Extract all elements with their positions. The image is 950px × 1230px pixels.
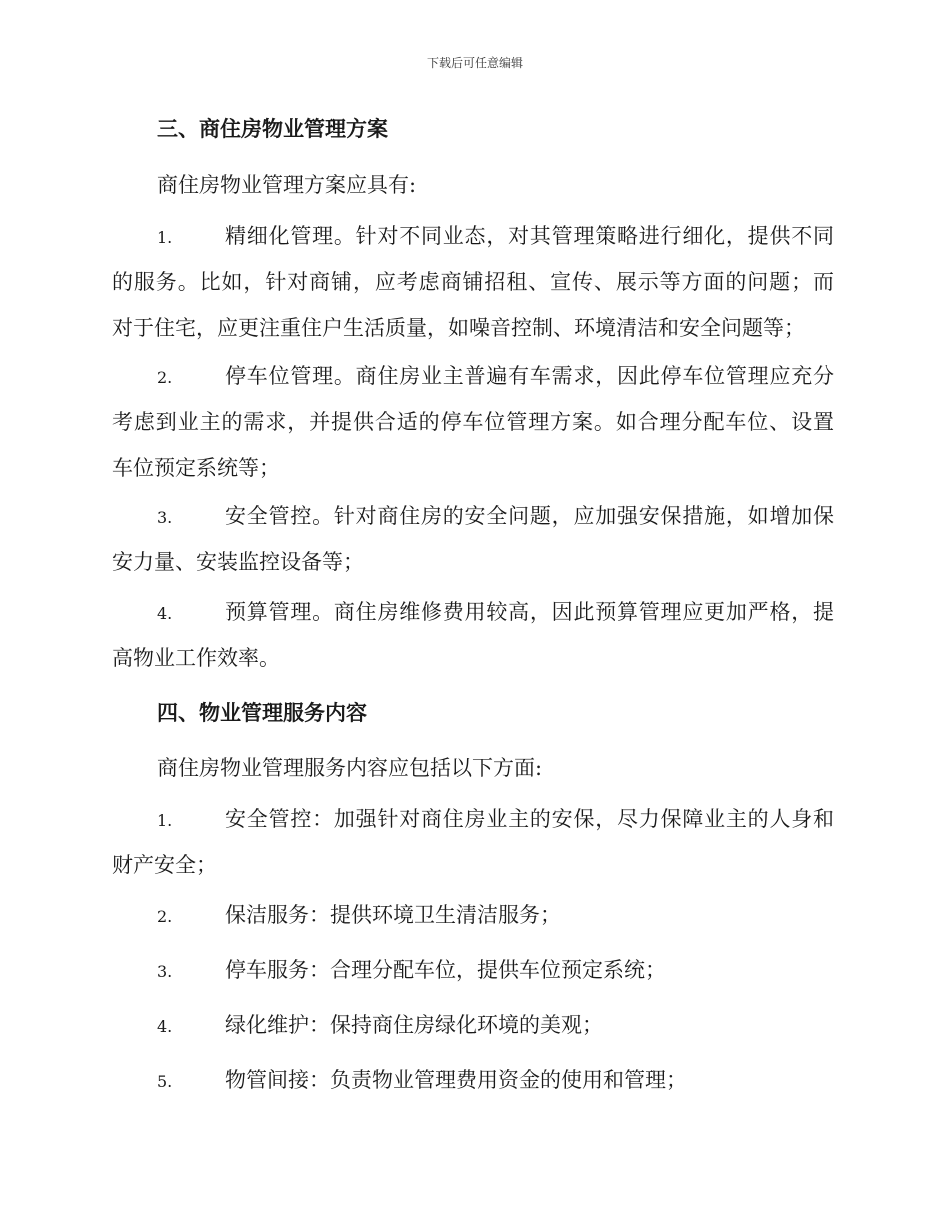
item-text: 精细化管理。针对不同业态，对其管理策略进行细化，提供不同 [225, 224, 834, 248]
item-number: 3. [157, 508, 173, 527]
section-4-item-4 [112, 1010, 834, 1056]
item-text: 安全管控：加强针对商住房业主的安保，尽力保障业主的人身和 [225, 807, 834, 831]
section-3-heading: 三、商住房物业管理方案 [157, 116, 388, 141]
item-text: 对于住宅，应更注重住户生活质量，如噪音控制、环境清洁和安全问题等； [112, 316, 805, 340]
section-3-item-4 [112, 597, 834, 689]
item-text: 停车服务：合理分配车位，提供车位预定系统； [225, 958, 666, 982]
item-text: 考虑到业主的需求，并提供合适的停车位管理方案。如合理分配车位、设置 [112, 410, 834, 434]
item-number: 4. [157, 1017, 173, 1036]
section-3-item-2 [112, 361, 834, 499]
item-number: 1. [157, 811, 173, 830]
section-4-intro: 商住房物业管理服务内容应包括以下方面: [157, 756, 543, 780]
section-4-item-3 [112, 955, 834, 1001]
item-number: 3. [157, 962, 173, 981]
item-text: 绿化维护：保持商住房绿化环境的美观； [225, 1013, 603, 1037]
item-text: 车位预定系统等； [112, 456, 280, 480]
section-4-item-2 [112, 900, 834, 946]
section-3-item-1 [112, 221, 834, 359]
item-text: 保洁服务：提供环境卫生清洁服务； [225, 903, 561, 927]
item-text: 的服务。比如，针对商铺，应考虑商铺招租、宣传、展示等方面的问题；而 [112, 270, 834, 294]
section-3-item-3 [112, 501, 834, 593]
section-4-item-1 [112, 804, 834, 896]
section-3-intro: 商住房物业管理方案应具有: [157, 173, 417, 197]
item-text: 安力量、安装监控设备等； [112, 550, 364, 574]
item-number: 1. [157, 228, 173, 247]
section-4-heading: 四、物业管理服务内容 [157, 700, 367, 725]
item-number: 5. [157, 1072, 173, 1091]
item-text: 高物业工作效率。 [112, 646, 280, 670]
item-text: 停车位管理。商住房业主普遍有车需求，因此停车位管理应充分 [225, 364, 834, 388]
header-note: 下载后可任意编辑 [426, 56, 523, 70]
item-text: 财产安全； [112, 853, 217, 877]
item-number: 2. [157, 907, 173, 926]
item-number: 4. [157, 604, 173, 623]
item-text: 安全管控。针对商住房的安全问题，应加强安保措施，如增加保 [225, 504, 834, 528]
item-text: 预算管理。商住房维修费用较高，因此预算管理应更加严格，提 [225, 600, 834, 624]
section-4-item-5 [112, 1065, 834, 1111]
item-text: 物管间接：负责物业管理费用资金的使用和管理； [225, 1068, 687, 1092]
item-number: 2. [157, 368, 173, 387]
